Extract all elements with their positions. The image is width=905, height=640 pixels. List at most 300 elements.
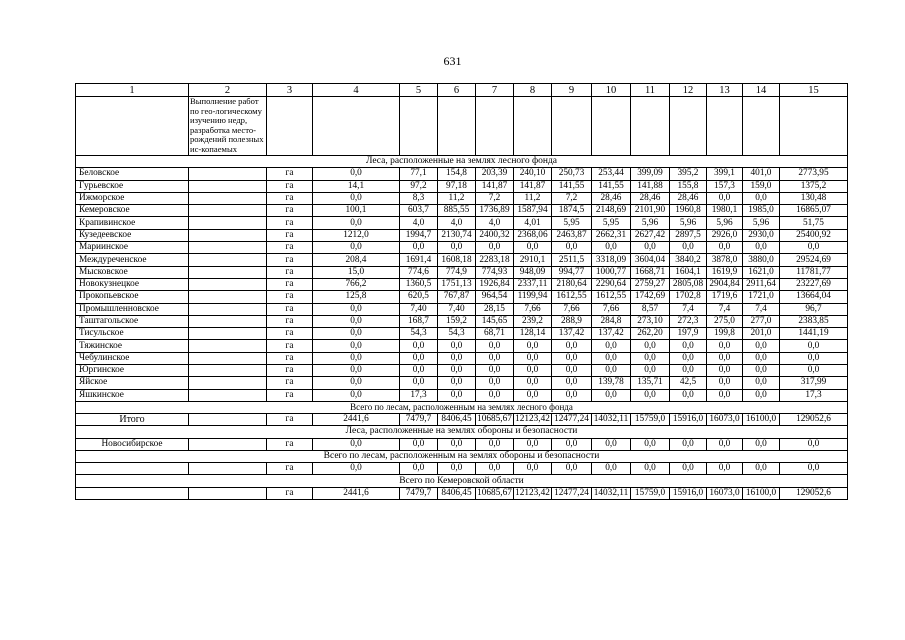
table-row [76, 168, 848, 180]
value-cell: 2400,32 [476, 229, 514, 241]
value-cell: 2926,0 [707, 229, 743, 241]
value-cell: 28,46 [631, 192, 670, 204]
value-cell: 197,9 [670, 328, 707, 340]
value-cell: 16100,0 [743, 487, 780, 499]
region-name: Гурьевское [76, 180, 189, 192]
value-cell: 137,42 [592, 328, 631, 340]
value-cell: 0,0 [476, 389, 514, 401]
value-cell: 399,09 [631, 168, 670, 180]
value-cell: 0,0 [780, 463, 848, 475]
value-cell: 0,0 [476, 365, 514, 377]
empty-cell [189, 254, 267, 266]
value-cell: 0,0 [707, 365, 743, 377]
value-cell: 0,0 [476, 463, 514, 475]
value-cell: 0,0 [552, 438, 592, 450]
value-cell: 620,5 [400, 291, 438, 303]
unit-cell: га [267, 192, 313, 204]
value-cell: 0,0 [552, 365, 592, 377]
value-cell: 774,6 [400, 266, 438, 278]
unit-cell: га [267, 365, 313, 377]
unit-cell: га [267, 315, 313, 327]
value-cell: 766,2 [313, 278, 400, 290]
value-cell: 0,0 [400, 377, 438, 389]
value-cell: 0,0 [780, 365, 848, 377]
section-title-defense-cell: Леса, расположенные на землях обороны и безопасности [76, 426, 848, 438]
value-cell: 17,3 [400, 389, 438, 401]
value-cell: 16100,0 [743, 413, 780, 425]
value-cell: 0,0 [670, 438, 707, 450]
unit-cell: га [267, 242, 313, 254]
value-cell: 0,0 [400, 365, 438, 377]
region-name [76, 487, 189, 499]
value-cell: 11781,77 [780, 266, 848, 278]
value-cell: 0,0 [743, 192, 780, 204]
value-cell: 5,96 [670, 217, 707, 229]
value-cell: 10685,67 [477, 487, 512, 498]
value-cell: 0,0 [514, 438, 552, 450]
value-cell: 1612,55 [552, 291, 592, 303]
value-cell: 25400,92 [780, 229, 848, 241]
table-row [76, 266, 848, 278]
empty-cell [189, 365, 267, 377]
empty-cell [189, 291, 267, 303]
value-cell: 15916,0 [670, 487, 707, 499]
table-body [76, 84, 848, 500]
unit-cell: га [267, 180, 313, 192]
description-row [76, 97, 848, 156]
unit-cell: га [267, 352, 313, 364]
value-cell: 0,0 [743, 438, 780, 450]
value-cell: 0,0 [313, 217, 400, 229]
value-cell: 201,0 [743, 328, 780, 340]
value-cell: 2463,87 [552, 229, 592, 241]
table-row [76, 229, 848, 241]
value-cell: 273,10 [631, 315, 670, 327]
table-row [76, 377, 848, 389]
value-cell: 0,0 [438, 365, 476, 377]
value-cell: 277,0 [743, 315, 780, 327]
value-cell: 15759,0 [631, 413, 670, 425]
table-row [76, 291, 848, 303]
region-name: Таштагольское [76, 315, 189, 327]
header-row [76, 84, 848, 97]
empty-cell [438, 97, 476, 156]
value-cell: 0,0 [592, 242, 631, 254]
value-cell: 12477,24 [552, 413, 592, 425]
value-cell: 272,3 [670, 315, 707, 327]
section-title-forest-fund-cell: Леса, расположенные на землях лесного фонда [76, 156, 848, 168]
value-cell: 2759,27 [631, 278, 670, 290]
value-cell: 139,78 [592, 377, 631, 389]
value-cell: 29524,69 [780, 254, 848, 266]
empty-cell [189, 352, 267, 364]
value-cell: 2101,90 [631, 205, 670, 217]
table-row [76, 340, 848, 352]
total-forest-fund-label-cell: Всего по лесам, расположенным на землях лесного фонда [76, 401, 848, 413]
column-number: 2 [189, 84, 267, 97]
value-cell: 774,9 [438, 266, 476, 278]
value-cell: 0,0 [743, 389, 780, 401]
value-cell: 288,9 [552, 315, 592, 327]
value-cell: 0,0 [670, 340, 707, 352]
value-cell: 15916,0 [670, 413, 707, 425]
value-cell: 2511,5 [552, 254, 592, 266]
value-cell: 1960,8 [670, 205, 707, 217]
empty-cell [707, 97, 743, 156]
value-cell: 0,0 [313, 192, 400, 204]
value-cell: 0,0 [743, 242, 780, 254]
region-name: Юргинское [76, 365, 189, 377]
value-cell: 1874,5 [552, 205, 592, 217]
value-cell: 948,09 [514, 266, 552, 278]
value-cell: 2805,08 [670, 278, 707, 290]
value-cell: 16073,0 [707, 487, 743, 499]
table-row [76, 315, 848, 327]
unit-cell: га [267, 217, 313, 229]
region-name: Кемеровское [76, 205, 189, 217]
value-cell: 253,44 [592, 168, 631, 180]
column-number: 3 [267, 84, 313, 97]
value-cell: 3840,2 [670, 254, 707, 266]
unit-cell: га [267, 278, 313, 290]
empty-cell [189, 315, 267, 327]
value-cell: 1604,1 [670, 266, 707, 278]
value-cell: 3880,0 [743, 254, 780, 266]
value-cell: 0,0 [707, 463, 743, 475]
empty-cell [189, 487, 267, 499]
value-cell: 0,0 [707, 352, 743, 364]
empty-cell [780, 97, 848, 156]
value-cell: 1000,77 [592, 266, 631, 278]
value-cell: 7,66 [552, 303, 592, 315]
value-cell: 0,0 [514, 352, 552, 364]
unit-cell: га [267, 291, 313, 303]
value-cell: 5,95 [552, 217, 592, 229]
value-cell: 0,0 [592, 389, 631, 401]
value-cell: 16073,0 [707, 413, 743, 425]
value-cell: 2930,0 [743, 229, 780, 241]
value-cell: 135,71 [631, 377, 670, 389]
value-cell: 0,0 [438, 389, 476, 401]
empty-cell [189, 242, 267, 254]
value-cell: 8406,45 [438, 487, 476, 499]
value-cell: 0,0 [514, 389, 552, 401]
column-number: 6 [438, 84, 476, 97]
value-cell: 1621,0 [743, 266, 780, 278]
empty-cell [189, 377, 267, 389]
table-row [76, 352, 848, 364]
value-cell: 1212,0 [313, 229, 400, 241]
empty-cell [189, 340, 267, 352]
section-title-defense [76, 426, 848, 438]
value-cell: 2148,69 [592, 205, 631, 217]
table-row [76, 217, 848, 229]
value-cell: 0,0 [592, 352, 631, 364]
value-cell: 23227,69 [780, 278, 848, 290]
value-cell: 0,0 [631, 438, 670, 450]
value-cell: 4,0 [476, 217, 514, 229]
value-cell: 2911,64 [743, 278, 780, 290]
empty-cell [189, 303, 267, 315]
value-cell: 155,8 [670, 180, 707, 192]
region-name: Кузедеевское [76, 229, 189, 241]
unit-cell: га [267, 328, 313, 340]
table-row [76, 192, 848, 204]
value-cell: 401,0 [743, 168, 780, 180]
value-cell: 5,96 [743, 217, 780, 229]
value-cell: 4,0 [438, 217, 476, 229]
empty-cell [76, 97, 189, 156]
value-cell: 1199,94 [514, 291, 552, 303]
unit-cell: га [267, 205, 313, 217]
empty-cell [400, 97, 438, 156]
column-number: 7 [476, 84, 514, 97]
value-cell: 1719,6 [707, 291, 743, 303]
value-cell: 54,3 [438, 328, 476, 340]
value-cell: 0,0 [780, 438, 848, 450]
empty-cell [189, 180, 267, 192]
value-cell: 1721,0 [743, 291, 780, 303]
value-cell: 68,71 [476, 328, 514, 340]
value-cell: 14,1 [313, 180, 400, 192]
region-name: Яйское [76, 377, 189, 389]
value-cell: 11,2 [514, 192, 552, 204]
empty-cell [189, 205, 267, 217]
column-number: 1 [76, 84, 189, 97]
value-cell: 0,0 [670, 365, 707, 377]
empty-cell [313, 97, 400, 156]
value-cell: 0,0 [514, 242, 552, 254]
value-cell: 199,8 [707, 328, 743, 340]
table-row [76, 328, 848, 340]
table-row [76, 254, 848, 266]
value-cell: 2897,5 [670, 229, 707, 241]
value-cell: 0,0 [438, 377, 476, 389]
value-cell: 10685,67 [477, 414, 512, 425]
value-cell: 42,5 [670, 377, 707, 389]
value-cell: 0,0 [400, 438, 438, 450]
value-cell: 1736,89 [476, 205, 514, 217]
value-cell: 7479,7 [400, 413, 438, 425]
column-number: 15 [780, 84, 848, 97]
value-cell: 154,8 [438, 168, 476, 180]
value-cell: 17,3 [780, 389, 848, 401]
total-defense-label-cell: Всего по лесам, расположенным на землях обороны и безопасности [76, 450, 848, 462]
region-name: Междуреченское [76, 254, 189, 266]
column-number: 14 [743, 84, 780, 97]
empty-cell [189, 438, 267, 450]
value-cell: 13664,04 [780, 291, 848, 303]
value-cell: 0,0 [743, 377, 780, 389]
region-name: Новокузнецкое [76, 278, 189, 290]
value-cell: 1994,7 [400, 229, 438, 241]
value-cell: 395,2 [670, 168, 707, 180]
value-cell: 3604,04 [631, 254, 670, 266]
unit-cell: га [267, 168, 313, 180]
value-cell: 129052,6 [780, 413, 848, 425]
empty-cell [631, 97, 670, 156]
value-cell: 0,0 [313, 352, 400, 364]
value-cell: 0,0 [313, 168, 400, 180]
empty-cell [552, 97, 592, 156]
region-name: Крапивинское [76, 217, 189, 229]
value-cell: 7,66 [592, 303, 631, 315]
value-cell: 96,7 [780, 303, 848, 315]
value-cell: 0,0 [707, 438, 743, 450]
value-cell: 0,0 [707, 340, 743, 352]
value-cell: 262,20 [631, 328, 670, 340]
section-title-forest-fund [76, 156, 848, 168]
value-cell: 2337,11 [514, 278, 552, 290]
region-total-row [76, 487, 848, 499]
value-cell: 1612,55 [592, 291, 631, 303]
value-cell: 0,0 [476, 340, 514, 352]
value-cell: 1587,94 [514, 205, 552, 217]
value-cell: 125,8 [313, 291, 400, 303]
value-cell: 0,0 [743, 463, 780, 475]
value-cell: 7479,7 [400, 487, 438, 499]
value-cell: 28,15 [476, 303, 514, 315]
region-name: Мариинское [76, 242, 189, 254]
value-cell: 0,0 [438, 438, 476, 450]
total-defense-label [76, 450, 848, 462]
value-cell: 1608,18 [438, 254, 476, 266]
value-cell: 0,0 [514, 340, 552, 352]
value-cell: 0,0 [476, 438, 514, 450]
value-cell: 0,0 [400, 242, 438, 254]
value-cell: 28,46 [592, 192, 631, 204]
empty-cell [189, 463, 267, 475]
unit-cell: га [267, 463, 313, 475]
defense-total-row [76, 463, 848, 475]
value-cell: 2283,18 [476, 254, 514, 266]
region-name: Промышленновское [76, 303, 189, 315]
value-cell: 54,3 [400, 328, 438, 340]
value-cell: 964,54 [476, 291, 514, 303]
value-cell: 2904,84 [707, 278, 743, 290]
value-cell: 5,96 [631, 217, 670, 229]
region-name: Чебулинское [76, 352, 189, 364]
value-cell: 1441,19 [780, 328, 848, 340]
value-cell: 0,0 [313, 340, 400, 352]
value-cell: 0,0 [313, 365, 400, 377]
value-cell: 128,14 [514, 328, 552, 340]
value-cell: 2910,1 [514, 254, 552, 266]
value-cell: 240,10 [514, 168, 552, 180]
column-number: 10 [592, 84, 631, 97]
region-name: Прокопьевское [76, 291, 189, 303]
value-cell: 0,0 [631, 365, 670, 377]
value-cell: 1619,9 [707, 266, 743, 278]
value-cell: 0,0 [631, 352, 670, 364]
value-cell: 0,0 [313, 377, 400, 389]
value-cell: 774,93 [476, 266, 514, 278]
value-cell: 250,73 [552, 168, 592, 180]
value-cell: 0,0 [552, 389, 592, 401]
value-cell: 11,2 [438, 192, 476, 204]
value-cell: 12123,42 [515, 487, 550, 498]
column-number: 13 [707, 84, 743, 97]
value-cell: 5,96 [707, 217, 743, 229]
value-cell: 159,0 [743, 180, 780, 192]
value-cell: 0,0 [313, 328, 400, 340]
empty-cell [189, 389, 267, 401]
value-cell: 2627,42 [631, 229, 670, 241]
value-cell: 1980,1 [707, 205, 743, 217]
region-name: Беловское [76, 168, 189, 180]
region-name: Ижморское [76, 192, 189, 204]
value-cell: 0,0 [631, 340, 670, 352]
value-cell: 2130,74 [438, 229, 476, 241]
value-cell: 137,42 [552, 328, 592, 340]
total-region-label [76, 475, 848, 487]
value-cell: 0,0 [592, 463, 631, 475]
value-cell: 7,2 [552, 192, 592, 204]
value-cell: 0,0 [743, 365, 780, 377]
value-cell: 0,0 [592, 365, 631, 377]
empty-cell [476, 97, 514, 156]
value-cell: 0,0 [552, 352, 592, 364]
value-cell: 28,46 [670, 192, 707, 204]
value-cell: 141,87 [476, 180, 514, 192]
empty-cell [189, 413, 267, 425]
column-number: 8 [514, 84, 552, 97]
empty-cell [189, 328, 267, 340]
value-cell: 4,01 [514, 217, 552, 229]
value-cell: 0,0 [438, 463, 476, 475]
value-cell: 1360,5 [400, 278, 438, 290]
value-cell: 8406,45 [438, 413, 476, 425]
value-cell: 2773,95 [780, 168, 848, 180]
value-cell: 767,87 [438, 291, 476, 303]
value-cell: 317,99 [780, 377, 848, 389]
value-cell: 0,0 [313, 389, 400, 401]
unit-cell: га [267, 254, 313, 266]
value-cell: 0,0 [400, 340, 438, 352]
value-cell: 14032,11 [592, 487, 631, 499]
value-cell: 203,39 [476, 168, 514, 180]
column-number: 5 [400, 84, 438, 97]
value-cell: 141,88 [631, 180, 670, 192]
value-cell: 8,57 [631, 303, 670, 315]
value-cell: 14032,11 [592, 413, 631, 425]
value-cell: 0,0 [743, 340, 780, 352]
value-cell: 0,0 [707, 389, 743, 401]
value-cell: 0,0 [552, 463, 592, 475]
region-name: Итого [76, 413, 189, 425]
unit-cell: га [267, 487, 313, 499]
value-cell: 0,0 [670, 352, 707, 364]
column-number: 11 [631, 84, 670, 97]
table-row [76, 303, 848, 315]
value-cell: 130,48 [780, 192, 848, 204]
unit-cell: га [267, 389, 313, 401]
value-cell: 0,0 [552, 242, 592, 254]
unit-cell: га [267, 377, 313, 389]
value-cell: 0,0 [514, 377, 552, 389]
value-cell: 141,87 [514, 180, 552, 192]
empty-cell [267, 97, 313, 156]
value-cell: 1702,8 [670, 291, 707, 303]
value-cell: 15,0 [313, 266, 400, 278]
value-cell: 0,0 [592, 438, 631, 450]
value-cell: 2441,6 [313, 487, 400, 499]
value-cell: 5,95 [592, 217, 631, 229]
value-cell: 1691,4 [400, 254, 438, 266]
value-cell: 159,2 [438, 315, 476, 327]
total-region-label-cell: Всего по Кемеровской области [76, 475, 848, 487]
empty-cell [189, 217, 267, 229]
